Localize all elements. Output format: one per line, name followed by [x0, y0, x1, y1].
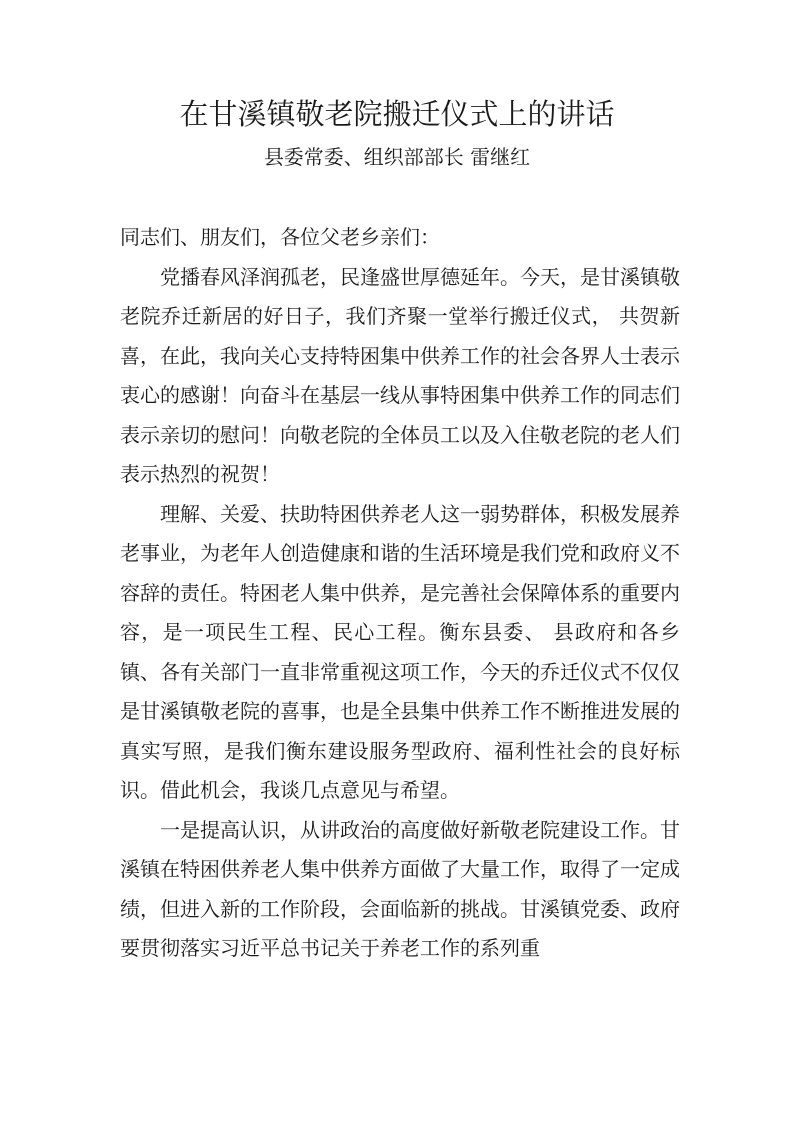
- paragraph-3: 一是提高认识，从讲政治的高度做好新敬老院建设工作。甘溪镇在特困供养老人集中供养方面做了大量工作，取得了一定成绩，但进入新的工作阶段，会面临新的挑战。甘溪镇党委、政府要贯彻落实习近平总书记关于养老工作的系列重: [120, 817, 680, 960]
- paragraph-2: 理解、关爱、扶助特困供养老人这一弱势群体，积极发展养老事业，为老年人创造健康和谐的生活环境是我们党和政府义不容辞的责任。特困老人集中供养，是完善社会保障体系的重要内容，是一项民生工程、民心工程。衡东县委、 县政府和各乡镇、各有关部门一直非常重视这项工作，今天的乔迁仪式不仅仅是甘溪镇敬老院的喜事，也是全县集中供养工作不断推进发展的真实写照，是我们衡东建设服务型政府、福利性社会的良好标识。借此机会，我谈几点意见与希望。: [120, 501, 680, 802]
- salutation: 同志们、朋友们，各位父老乡亲们：: [120, 225, 440, 249]
- paragraph-1: 党播春风泽润孤老，民逢盛世厚德延年。今天，是甘溪镇敬老院乔迁新居的好日子，我们齐聚一堂举行搬迁仪式， 共贺新喜，在此，我向关心支持特困集中供养工作的社会各界人士表示衷心的感谢！向奋斗在基层一线从事特困集中供养工作的同志们表示亲切的慰问！向敬老院的全体员工以及入住敬老院的老人们表示热烈的祝贺！: [120, 264, 680, 486]
- document-body: [120, 218, 680, 969]
- document-subtitle: 县委常委、组织部部长 雷继红: [263, 145, 531, 169]
- document-title: 在甘溪镇敬老院搬迁仪式上的讲话: [179, 97, 615, 131]
